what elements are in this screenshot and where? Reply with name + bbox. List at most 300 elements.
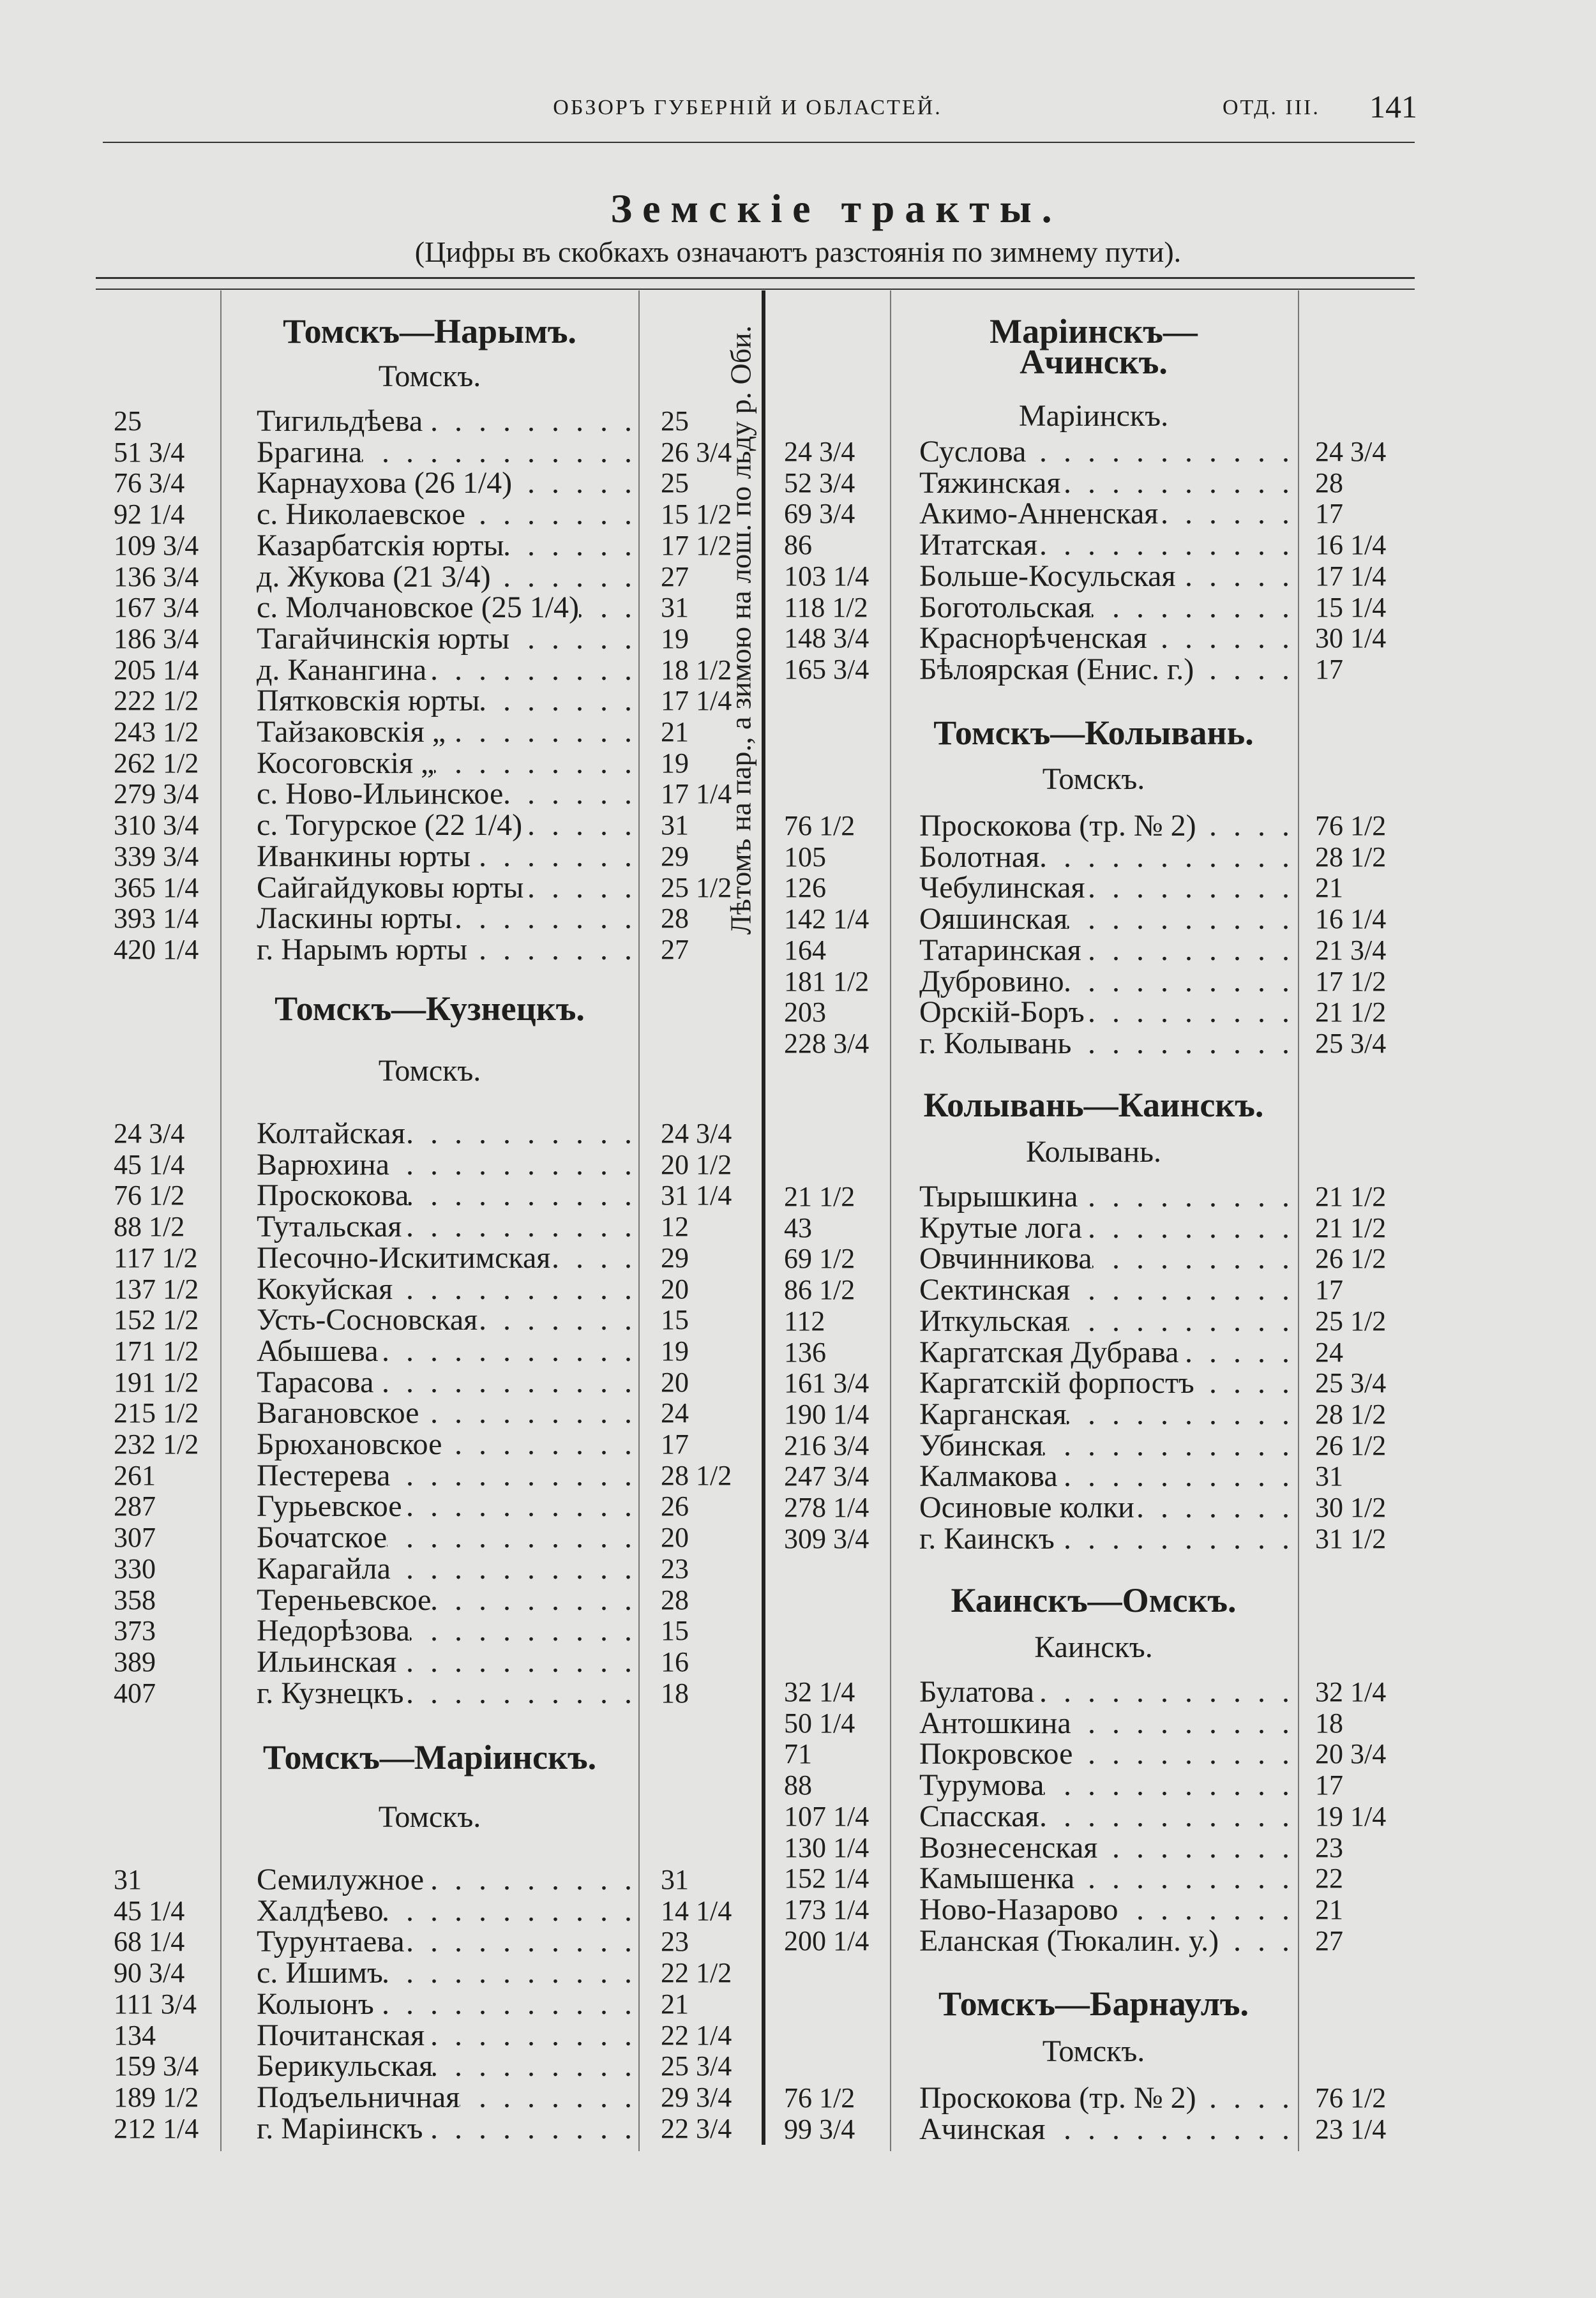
- station-name: Турунтаева: [257, 1925, 405, 1959]
- station-row: [0, 810, 1596, 842]
- station-name: Недорѣзова: [257, 1614, 410, 1648]
- station-name: Халдѣево: [257, 1893, 384, 1928]
- cumulative-distance: 86: [784, 529, 812, 561]
- station-row: [0, 1489, 1596, 1524]
- dot-leader: [391, 1553, 632, 1585]
- cumulative-distance: 420 1/4: [114, 933, 199, 965]
- cumulative-distance: 161 3/4: [784, 1367, 870, 1399]
- station: [257, 1957, 632, 1989]
- station-name: с. Молчановское (25 1/4): [257, 590, 580, 625]
- station-name: Иткульская: [919, 1303, 1069, 1338]
- dot-leader: [1045, 2114, 1290, 2145]
- running-title: ОБЗОРЪ ГУБЕРНІЙ И ОБЛАСТЕЙ.: [553, 96, 942, 119]
- station-name: Покровское: [919, 1737, 1073, 1771]
- stage-distance: 31 1/4: [661, 1180, 732, 1212]
- station: [919, 1925, 1290, 1957]
- station: [919, 529, 1290, 561]
- station-row: [0, 872, 1596, 904]
- station-name: Проскокова (тр. № 2): [919, 2081, 1196, 2115]
- stage-distance: 23: [661, 1926, 689, 1958]
- cumulative-distance: 92 1/4: [114, 499, 185, 530]
- stage-distance: 27: [1315, 1925, 1343, 1956]
- route-start: Каинскъ.: [1034, 1630, 1153, 1664]
- route-start: Томскъ.: [378, 1800, 481, 1834]
- stage-distance: 25 1/2: [1315, 1305, 1387, 1337]
- cumulative-distance: 190 1/4: [784, 1398, 870, 1430]
- station-name: Подъельничная: [257, 2080, 460, 2114]
- dot-leader: [410, 1615, 632, 1647]
- cumulative-distance: 222 1/2: [114, 685, 199, 717]
- station-row: [0, 1925, 1596, 1957]
- cumulative-distance: 310 3/4: [114, 809, 199, 841]
- station-name: Больше-Косульская: [919, 559, 1176, 593]
- stage-distance: 22 1/2: [661, 1957, 732, 1989]
- stage-distance: 12: [661, 1211, 689, 1243]
- dot-leader: [1055, 1523, 1290, 1555]
- stage-distance: 28: [1315, 467, 1343, 499]
- stage-distance: 21: [1315, 1893, 1343, 1925]
- cumulative-distance: 136: [784, 1336, 826, 1368]
- station-name: Семилужное: [257, 1863, 425, 1896]
- stage-distance: 17 1/4: [1315, 560, 1387, 592]
- dot-leader: [1194, 654, 1290, 686]
- cumulative-distance: 191 1/2: [114, 1366, 199, 1398]
- cumulative-distance: 130 1/4: [784, 1831, 870, 1863]
- dot-leader: [1070, 1274, 1290, 1306]
- station-row: [0, 966, 1596, 998]
- cumulative-distance: 216 3/4: [784, 1429, 870, 1461]
- dot-leader: [425, 2020, 632, 2052]
- station-row: [0, 1118, 1596, 1150]
- cumulative-distance: 365 1/4: [114, 871, 199, 903]
- dot-leader: [1067, 1399, 1290, 1431]
- station-name: Антошкина: [919, 1706, 1071, 1740]
- cumulative-distance: 24 3/4: [114, 1118, 185, 1149]
- dot-leader: [1060, 467, 1290, 499]
- dot-leader: [1073, 1738, 1290, 1770]
- station-row: [0, 1985, 1596, 2023]
- station-name: Каргатскій форпостъ: [919, 1366, 1194, 1401]
- station-name: Брюхановское: [257, 1427, 442, 1461]
- station-row: [0, 2082, 1596, 2114]
- station-name: Иванкины юрты: [257, 839, 471, 873]
- cumulative-distance: 51 3/4: [114, 436, 185, 468]
- cumulative-distance: 76 1/2: [114, 1180, 185, 1212]
- station: [257, 2050, 632, 2082]
- stage-distance: 18: [661, 1677, 689, 1709]
- cumulative-distance: 68 1/4: [114, 1926, 185, 1958]
- cumulative-distance: 126: [784, 872, 826, 904]
- cumulative-distance: 117 1/2: [114, 1242, 198, 1273]
- stage-distance: 23: [661, 1552, 689, 1584]
- cumulative-distance: 88 1/2: [114, 1211, 185, 1243]
- cumulative-distance: 111 3/4: [114, 1988, 197, 2020]
- station: [919, 1181, 1290, 1213]
- stage-distance: 18: [1315, 1707, 1343, 1739]
- header-rule: [103, 142, 1415, 143]
- cumulative-distance: 212 1/4: [114, 2112, 199, 2144]
- vertical-note: Лѣтомъ на пар., а зимою на лош. по льду р. Оби.: [724, 325, 757, 935]
- dot-leader: [1034, 1676, 1290, 1708]
- dot-leader: [1043, 1430, 1290, 1462]
- station-name: Еланская (Тюкалин. у.): [919, 1923, 1219, 1958]
- station: [919, 1367, 1290, 1399]
- station-row: [0, 685, 1596, 717]
- dot-leader: [1219, 1925, 1290, 1957]
- station-row: [0, 1149, 1596, 1181]
- station: [257, 716, 632, 748]
- dot-leader: [1176, 560, 1290, 592]
- dot-leader: [433, 2050, 632, 2082]
- station: [919, 1243, 1290, 1275]
- stage-distance: 20 1/2: [661, 1148, 732, 1180]
- station: [257, 1553, 632, 1585]
- station-name: Почитанская: [257, 2018, 425, 2052]
- station-name: д. Канангина: [257, 652, 427, 687]
- dot-leader: [1064, 966, 1290, 998]
- cumulative-distance: 31: [114, 1864, 142, 1895]
- station-row: [0, 1832, 1596, 1864]
- cumulative-distance: 88: [784, 1769, 812, 1801]
- page-subtitle: (Цифры въ скобкахъ означаютъ разстоянія по зимнему пути).: [414, 236, 1182, 268]
- cumulative-distance: 52 3/4: [784, 467, 855, 499]
- station: [919, 1863, 1290, 1895]
- route-heading: Каинскъ—Омскъ.: [951, 1581, 1237, 1619]
- station: [257, 1615, 632, 1647]
- stage-distance: 22 1/4: [661, 2019, 732, 2051]
- stage-distance: 31: [661, 809, 689, 841]
- station-row: [0, 1894, 1596, 1926]
- station: [257, 1149, 632, 1181]
- stage-distance: 27: [661, 560, 689, 592]
- station-name: Абышева: [257, 1333, 379, 1368]
- station-row: [0, 1274, 1596, 1306]
- route-heading: Маріинскъ—: [990, 312, 1198, 350]
- cumulative-distance: 99 3/4: [784, 2113, 855, 2145]
- stage-distance: 21 1/2: [1315, 996, 1387, 1028]
- dot-leader: [1039, 1801, 1290, 1833]
- dot-leader: [396, 1646, 632, 1678]
- route-heading: Ачинскъ.: [1020, 343, 1168, 381]
- station-name: Турумова: [919, 1768, 1044, 1803]
- station: [919, 1305, 1290, 1337]
- stage-distance: 22: [1315, 1863, 1343, 1895]
- station-name: г. Кузнецкъ: [257, 1676, 404, 1710]
- station-name: Берикульская: [257, 2049, 433, 2084]
- station-name: с. Тогурское (22 1/4): [257, 808, 523, 843]
- stage-distance: 17 1/2: [661, 529, 732, 561]
- stage-distance: 24: [1315, 1336, 1343, 1368]
- cumulative-distance: 32 1/4: [784, 1676, 855, 1708]
- stage-distance: 20 3/4: [1315, 1738, 1387, 1770]
- cumulative-distance: 137 1/2: [114, 1273, 199, 1305]
- station: [919, 654, 1290, 686]
- station: [919, 1212, 1290, 1244]
- cumulative-distance: 171 1/2: [114, 1335, 199, 1367]
- dot-leader: [1044, 1769, 1290, 1801]
- stage-distance: 17: [1315, 498, 1343, 530]
- station-row: [0, 1801, 1596, 1833]
- station-name: Пестерева: [257, 1458, 391, 1492]
- stage-distance: 16: [661, 1646, 689, 1678]
- page-number: 141: [1369, 89, 1417, 124]
- cumulative-distance: 107 1/4: [784, 1800, 870, 1832]
- stage-distance: 22 3/4: [661, 2112, 732, 2144]
- stage-distance: 29 3/4: [661, 2081, 732, 2113]
- station-row: [0, 1523, 1596, 1555]
- station-row: [0, 841, 1596, 873]
- station-name: Брагина: [257, 435, 363, 469]
- cumulative-distance: 261: [114, 1459, 156, 1491]
- station-name: Акимо-Анненская: [919, 497, 1159, 531]
- station-row: [0, 747, 1596, 779]
- dot-leader: [1037, 529, 1290, 561]
- dot-leader: [1058, 1461, 1290, 1492]
- station-name: Орскій-Боръ: [919, 995, 1085, 1030]
- station-name: Тагайчинскія юрты: [257, 621, 510, 656]
- station-name: Камышенка: [919, 1861, 1075, 1896]
- stage-distance: 29: [661, 1242, 689, 1273]
- station: [919, 935, 1290, 966]
- cumulative-distance: 45 1/4: [114, 1148, 185, 1180]
- station-name: Болотная: [919, 839, 1040, 874]
- station-name: Песочно-Искитимская: [257, 1240, 551, 1275]
- cumulative-distance: 103 1/4: [784, 560, 870, 592]
- dot-leader: [1078, 1181, 1290, 1213]
- station: [919, 966, 1290, 998]
- cumulative-distance: 76 3/4: [114, 467, 185, 499]
- station-name: Ласкины юрты: [257, 901, 453, 936]
- dot-leader: [1026, 436, 1290, 468]
- station-row: [0, 592, 1596, 624]
- station-row: [0, 1367, 1596, 1399]
- station-row: [0, 560, 1596, 592]
- dot-leader: [1068, 1305, 1290, 1337]
- station: [919, 498, 1290, 530]
- stage-distance: 27: [661, 933, 689, 965]
- station-row: [0, 529, 1596, 561]
- cumulative-distance: 152 1/4: [784, 1863, 870, 1895]
- station-row: [0, 622, 1596, 654]
- cumulative-distance: 279 3/4: [114, 778, 199, 810]
- station-row: [0, 1305, 1596, 1337]
- station-row: [0, 1863, 1596, 1895]
- station-name: Убинская: [919, 1428, 1044, 1462]
- stage-distance: 32 1/4: [1315, 1676, 1387, 1708]
- cumulative-distance: 136 3/4: [114, 560, 199, 592]
- stage-distance: 28: [661, 903, 689, 935]
- cumulative-distance: 181 1/2: [784, 965, 870, 997]
- cumulative-distance: 24 3/4: [784, 436, 855, 467]
- stage-distance: 76 1/2: [1315, 810, 1387, 841]
- station: [257, 1646, 632, 1678]
- station-row: [0, 778, 1596, 810]
- stage-distance: 28 1/2: [1315, 1398, 1387, 1430]
- station: [919, 1738, 1290, 1770]
- station-name: Краснорѣченская: [919, 621, 1147, 656]
- station-row: [0, 436, 1596, 468]
- cumulative-distance: 76 1/2: [784, 2082, 855, 2114]
- stage-distance: 26 1/2: [1315, 1429, 1387, 1461]
- station-row: [0, 2020, 1596, 2052]
- stage-distance: 31 1/2: [1315, 1522, 1387, 1554]
- station-row: [0, 405, 1596, 437]
- cumulative-distance: 164: [784, 934, 826, 966]
- cumulative-distance: 373: [114, 1615, 156, 1647]
- station-row: [0, 1738, 1596, 1770]
- dot-leader: [1118, 1894, 1290, 1926]
- station-name: Ачинская: [919, 2112, 1046, 2146]
- station-name: Косоговскія „: [257, 746, 435, 780]
- station-name: Ильинская: [257, 1644, 397, 1679]
- cumulative-distance: 105: [784, 841, 826, 873]
- station-row: [0, 1553, 1596, 1585]
- cumulative-distance: 173 1/4: [784, 1893, 870, 1925]
- station-name: Тереньевское: [257, 1582, 432, 1617]
- stage-distance: 20: [661, 1522, 689, 1554]
- cumulative-distance: 232 1/2: [114, 1429, 199, 1460]
- route-heading: Томскъ—Нарымъ.: [283, 312, 576, 350]
- station-name: Тайзаковскія „: [257, 715, 446, 749]
- cumulative-distance: 76 1/2: [784, 810, 855, 841]
- stage-distance: 19 1/4: [1315, 1800, 1387, 1832]
- stage-distance: 20: [661, 1366, 689, 1398]
- stage-distance: 31: [1315, 1461, 1343, 1492]
- dot-leader: [423, 405, 632, 437]
- dot-leader: [1147, 622, 1290, 654]
- station-name: Тутальская: [257, 1210, 402, 1244]
- station-row: [0, 1396, 1596, 1431]
- cumulative-distance: 186 3/4: [114, 622, 199, 654]
- cumulative-distance: 243 1/2: [114, 716, 199, 747]
- stage-distance: 14 1/4: [661, 1895, 732, 1926]
- route-start: Томскъ.: [1042, 2034, 1145, 2068]
- cumulative-distance: 134: [114, 2019, 156, 2051]
- station-row: [0, 932, 1596, 967]
- dot-leader: [1196, 810, 1290, 842]
- stage-distance: 28 1/2: [1315, 841, 1387, 873]
- station-name: Усть-Сосновская: [257, 1303, 478, 1337]
- stage-distance: 29: [661, 840, 689, 872]
- dot-leader: [1039, 841, 1290, 873]
- stage-distance: 16 1/4: [1315, 903, 1387, 935]
- station-name: Спасская: [919, 1799, 1039, 1833]
- cumulative-distance: 389: [114, 1646, 156, 1678]
- cumulative-distance: 69 1/2: [784, 1243, 855, 1275]
- station-row: [0, 1212, 1596, 1244]
- station-row: [0, 1240, 1596, 1276]
- stage-distance: 25 3/4: [1315, 1367, 1387, 1399]
- stage-distance: 17: [1315, 1274, 1343, 1306]
- station-name: с. Николаевское: [257, 497, 465, 532]
- station-name: г. Каинскъ: [919, 1521, 1055, 1556]
- route-heading: Колывань—Каинскъ.: [923, 1086, 1264, 1124]
- station-name: Проскокова: [257, 1178, 409, 1213]
- stage-distance: 15: [661, 1615, 689, 1647]
- station-row: [0, 1676, 1596, 1708]
- dot-leader: [374, 1988, 632, 2020]
- cumulative-distance: 159 3/4: [114, 2050, 199, 2082]
- station-name: Гурьевское: [257, 1489, 402, 1524]
- dot-leader: [1071, 1028, 1290, 1060]
- station: [919, 872, 1290, 904]
- stage-distance: 24: [661, 1397, 689, 1429]
- station-name: Ояшинская: [919, 902, 1068, 936]
- station-row: [0, 2111, 1596, 2146]
- station-name: Ново-Назарово: [919, 1892, 1118, 1926]
- table-top-rule-2: [96, 289, 1415, 290]
- station: [919, 1676, 1290, 1708]
- cumulative-distance: 247 3/4: [784, 1461, 870, 1492]
- route-heading: Томскъ—Кузнецкъ.: [275, 989, 585, 1028]
- station-name: Тяжинская: [919, 465, 1061, 500]
- cumulative-distance: 307: [114, 1522, 156, 1554]
- cumulative-distance: 90 3/4: [114, 1957, 185, 1989]
- station: [919, 1894, 1290, 1926]
- stage-distance: 19: [661, 1335, 689, 1367]
- station-name: с. Ново-Ильинское: [257, 777, 504, 811]
- station-row: [0, 1769, 1596, 1801]
- station-row: [0, 1708, 1596, 1739]
- dot-leader: [479, 685, 632, 717]
- dot-leader: [1085, 872, 1290, 904]
- dot-leader: [1196, 2082, 1290, 2114]
- station: [257, 1584, 632, 1616]
- station-name: г. Нарымъ юрты: [257, 932, 468, 966]
- station-row: [0, 1333, 1596, 1369]
- station: [919, 1523, 1290, 1555]
- dot-leader: [405, 1118, 632, 1150]
- stage-distance: 26 1/2: [1315, 1243, 1387, 1275]
- stage-distance: 31: [661, 1864, 689, 1895]
- cumulative-distance: 21 1/2: [784, 1181, 855, 1212]
- route-heading: Томскъ—Колывань.: [933, 714, 1254, 752]
- stage-distance: 19: [661, 747, 689, 779]
- stage-distance: 28 1/2: [661, 1459, 732, 1491]
- station: [919, 592, 1290, 624]
- station-name: Булатова: [919, 1675, 1034, 1709]
- station-name: Бочатское: [257, 1521, 388, 1555]
- stage-distance: 19: [661, 622, 689, 654]
- dot-leader: [383, 1957, 632, 1989]
- stage-distance: 31: [661, 592, 689, 624]
- stage-distance: 24 3/4: [661, 1118, 732, 1149]
- station: [257, 2020, 632, 2052]
- cumulative-distance: 45 1/4: [114, 1895, 185, 1926]
- stage-distance: 17 1/2: [1315, 965, 1387, 997]
- stage-distance: 21: [661, 1988, 689, 2020]
- cumulative-distance: 25: [114, 405, 142, 437]
- section-label: ОТД. III.: [1223, 96, 1320, 119]
- station: [919, 996, 1290, 1028]
- station-row: [0, 1615, 1596, 1647]
- station: [919, 622, 1290, 654]
- stage-distance: 76 1/2: [1315, 2082, 1387, 2114]
- stage-distance: 17: [1315, 1769, 1343, 1801]
- dot-leader: [1081, 935, 1290, 966]
- station: [919, 436, 1290, 468]
- station-row: [0, 498, 1596, 530]
- page-title: Земскіе тракты.: [610, 186, 1062, 231]
- stage-distance: 21: [661, 716, 689, 747]
- station: [919, 1274, 1290, 1306]
- stage-distance: 26 3/4: [661, 436, 732, 468]
- dot-leader: [1134, 1492, 1290, 1524]
- station-name: Сайгайдуковы юрты: [257, 870, 524, 905]
- stage-distance: 17: [661, 1429, 689, 1460]
- station-name: Сектинская: [919, 1273, 1071, 1307]
- dot-leader: [1082, 1212, 1290, 1244]
